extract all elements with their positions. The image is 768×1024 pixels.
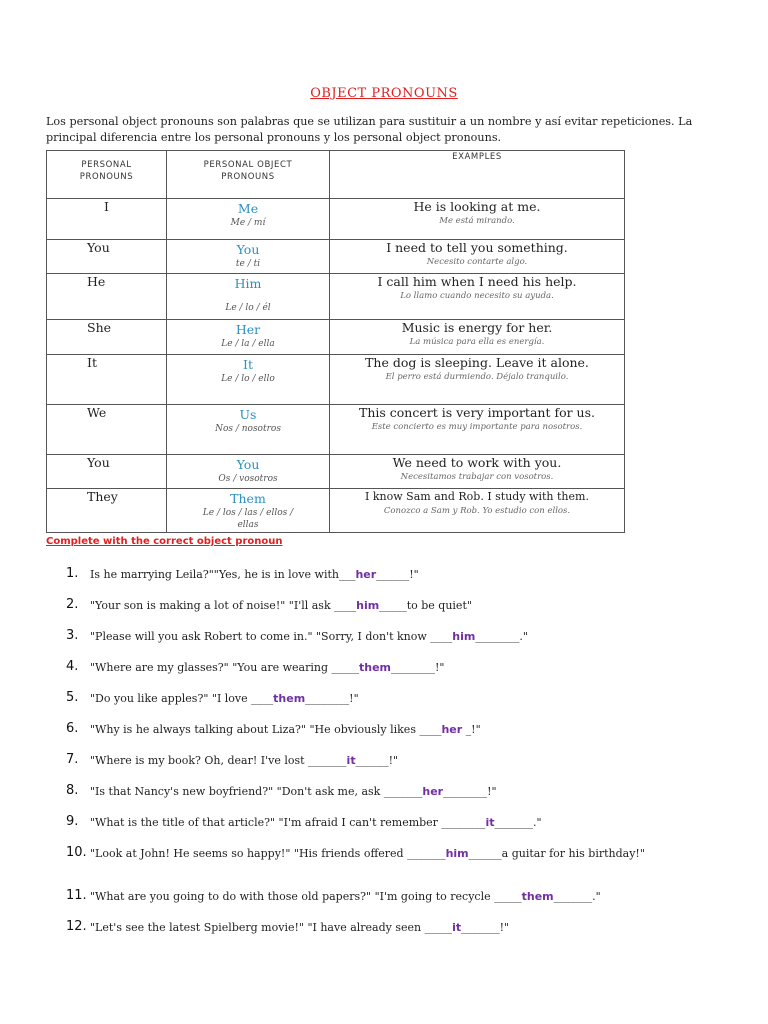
object-pronoun-translation: Le / los / las / ellos / ellas xyxy=(202,508,294,530)
answer: them xyxy=(358,661,391,674)
example-sentence: He is looking at me. xyxy=(413,199,541,214)
header-personal-pronouns: PERSONAL PRONOUNS xyxy=(47,151,167,199)
object-pronoun: It xyxy=(243,357,253,372)
personal-pronoun: He xyxy=(47,274,167,320)
example-translation: Necesito contarte algo. xyxy=(426,257,528,267)
list-item xyxy=(66,814,706,845)
item-number: 5. xyxy=(66,690,79,705)
pronoun-table xyxy=(46,150,625,533)
list-item xyxy=(66,783,706,814)
item-text-before: "Where are my glasses?" "You are wearing _____ xyxy=(90,661,359,674)
answer: her xyxy=(422,785,444,798)
example-sentence: I call him when I need his help. xyxy=(377,274,577,289)
item-number: 9. xyxy=(66,814,79,829)
object-pronoun-translation: te / ti xyxy=(235,259,261,269)
list-item xyxy=(66,845,706,888)
exercise-heading: Complete with the correct object pronoun xyxy=(46,536,283,547)
answer: her xyxy=(441,723,463,736)
item-text-before: "Do you like apples?" "I love ____ xyxy=(90,692,274,705)
object-pronoun-translation: Nos / nosotros xyxy=(215,424,281,434)
item-text-after: _____to be quiet" xyxy=(379,599,472,612)
intro-paragraph: Los personal object pronouns son palabras que se utilizan para sustituir a un nombre y así evitar repeticiones. La principal diferencia entre los personal pronouns y los personal object pronouns. xyxy=(46,115,693,144)
personal-pronoun: You xyxy=(47,455,167,489)
exercise-list xyxy=(66,566,706,950)
item-number: 12. xyxy=(66,919,87,934)
item-text-after: ________!" xyxy=(443,785,497,798)
list-item xyxy=(66,628,706,659)
page-title: OBJECT PRONOUNS xyxy=(310,86,458,101)
answer: him xyxy=(445,847,469,860)
table-row xyxy=(47,320,625,355)
item-text-after: ________!" xyxy=(305,692,359,705)
item-text-after: _!" xyxy=(462,723,481,736)
example-translation: Necesitamos trabajar con vosotros. xyxy=(400,472,554,482)
item-text-before: "Your son is making a lot of noise!" "I'll ask ____ xyxy=(90,599,357,612)
example-translation: Conozco a Sam y Rob. Yo estudio con ellos. xyxy=(383,506,571,516)
item-text-after: ______!" xyxy=(355,754,399,767)
object-pronoun: You xyxy=(236,457,260,472)
list-item xyxy=(66,566,706,597)
example-translation: Me está mirando. xyxy=(439,216,515,226)
list-item xyxy=(66,888,706,919)
personal-pronoun: They xyxy=(47,489,167,533)
item-text-before: "What are you going to do with those old papers?" "I'm going to recycle _____ xyxy=(90,890,522,903)
answer: it xyxy=(452,921,462,934)
list-item xyxy=(66,752,706,783)
example-translation: Lo llamo cuando necesito su ayuda. xyxy=(400,291,554,301)
item-text-before: "Where is my book? Oh, dear! I've lost _______ xyxy=(90,754,347,767)
object-pronoun: Me xyxy=(237,201,259,216)
example-sentence: The dog is sleeping. Leave it alone. xyxy=(365,355,589,370)
header-object-pronouns: PERSONAL OBJECT PRONOUNS xyxy=(167,151,330,199)
personal-pronoun: She xyxy=(47,320,167,355)
example-sentence: This concert is very important for us. xyxy=(359,405,595,420)
object-pronoun: Him xyxy=(234,276,262,291)
answer: them xyxy=(521,890,554,903)
list-item xyxy=(66,919,706,950)
item-number: 6. xyxy=(66,721,79,736)
personal-pronoun: I xyxy=(47,199,167,240)
example-sentence: I need to tell you something. xyxy=(386,240,568,255)
answer: them xyxy=(273,692,306,705)
item-text-after: ______!" xyxy=(376,568,419,581)
answer: it xyxy=(485,816,495,829)
answer: him xyxy=(356,599,380,612)
item-text-before: "Look at John! He seems so happy!" "His friends offered _______ xyxy=(90,847,446,860)
personal-pronoun: You xyxy=(47,240,167,274)
answer: him xyxy=(452,630,476,643)
item-number: 7. xyxy=(66,752,79,767)
object-pronoun: Us xyxy=(239,407,257,422)
item-text-after: ________." xyxy=(475,630,528,643)
table-row xyxy=(47,355,625,405)
object-pronoun: Her xyxy=(235,322,261,337)
list-item xyxy=(66,690,706,721)
table-row xyxy=(47,489,625,533)
object-pronoun: Them xyxy=(230,491,266,506)
example-translation: Este concierto es muy importante para nosotros. xyxy=(371,422,583,432)
item-number: 4. xyxy=(66,659,79,674)
item-text-before: "Why is he always talking about Liza?" "He obviously likes ____ xyxy=(90,723,442,736)
table-row xyxy=(47,199,625,240)
item-number: 3. xyxy=(66,628,79,643)
item-text-after: _______." xyxy=(553,890,601,903)
item-text-before: "What is the title of that article?" "I'm afraid I can't remember ________ xyxy=(90,816,486,829)
object-pronoun-translation: Me / mí xyxy=(230,218,266,228)
object-pronoun-translation: Le / lo / él xyxy=(225,303,271,313)
item-number: 2. xyxy=(66,597,79,612)
object-pronoun-translation: Le / la / ella xyxy=(221,339,275,349)
item-text-before: "Please will you ask Robert to come in." "Sorry, I don't know ____ xyxy=(90,630,453,643)
item-number: 11. xyxy=(66,888,87,903)
object-pronoun-translation: Os / vosotros xyxy=(218,474,278,484)
table-row xyxy=(47,274,625,320)
item-text-after: _______." xyxy=(494,816,542,829)
list-item xyxy=(66,659,706,690)
item-number: 10. xyxy=(66,845,87,860)
item-number: 1. xyxy=(66,566,79,581)
table-row xyxy=(47,455,625,489)
item-text-before: "Let's see the latest Spielberg movie!" "I have already seen _____ xyxy=(90,921,453,934)
example-translation: El perro está durmiendo. Déjalo tranquilo. xyxy=(385,372,569,382)
answer: her xyxy=(355,568,377,581)
object-pronoun: You xyxy=(236,242,260,257)
example-sentence: I know Sam and Rob. I study with them. xyxy=(365,490,589,503)
item-text-before: "Is that Nancy's new boyfriend?" "Don't ask me, ask _______ xyxy=(90,785,423,798)
table-row xyxy=(47,240,625,274)
table-row xyxy=(47,405,625,455)
item-text-before: Is he marrying Leila?""Yes, he is in love with___ xyxy=(90,568,356,581)
example-translation: La música para ella es energía. xyxy=(409,337,545,347)
item-number: 8. xyxy=(66,783,79,798)
list-item xyxy=(66,597,706,628)
header-examples: EXAMPLES xyxy=(330,151,625,199)
list-item xyxy=(66,721,706,752)
answer: it xyxy=(346,754,356,767)
personal-pronoun: It xyxy=(47,355,167,405)
item-text-after: _______!" xyxy=(461,921,510,934)
item-text-after: ______a guitar for his birthday!" xyxy=(468,847,645,860)
example-sentence: Music is energy for her. xyxy=(401,320,553,335)
personal-pronoun: We xyxy=(47,405,167,455)
example-sentence: We need to work with you. xyxy=(392,455,562,470)
item-text-after: ________!" xyxy=(391,661,445,674)
object-pronoun-translation: Le / lo / ello xyxy=(221,374,275,384)
